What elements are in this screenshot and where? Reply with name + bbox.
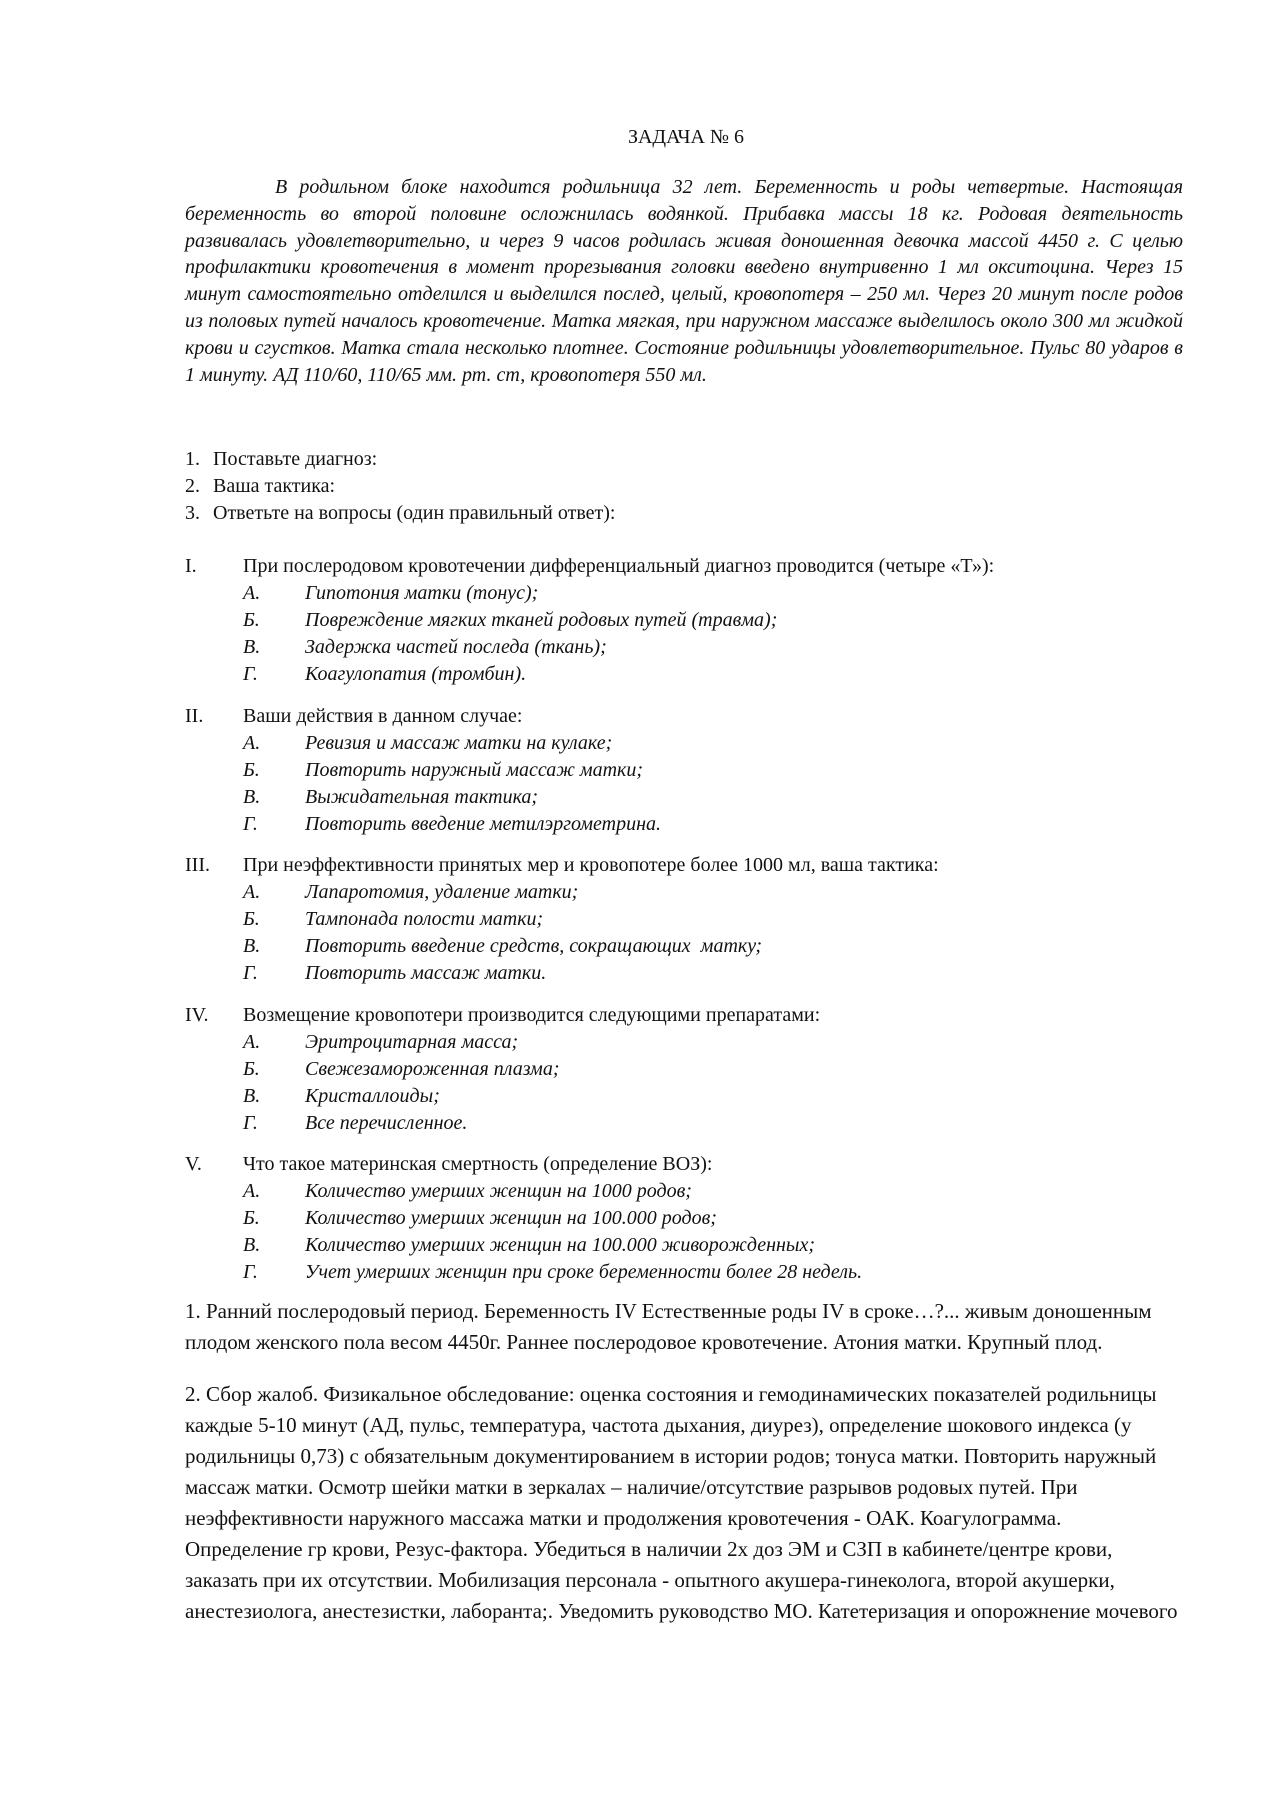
option-text: Повторить введение метилэргометрина. <box>305 812 662 835</box>
question-4 <box>185 1002 1183 1137</box>
option-text: Повреждение мягких тканей родовых путей (травма); <box>305 609 778 631</box>
option-letter: Б. <box>243 1057 260 1080</box>
option-letter: Г. <box>243 1111 258 1134</box>
task-number: 2. <box>185 475 200 497</box>
option-letter: В. <box>243 785 261 808</box>
question-text: При послеродовом кровотечении дифференциальный диагноз проводится (четыре «Т»): <box>243 555 995 577</box>
option-text: Эритроцитарная масса; <box>305 1030 519 1053</box>
option-text: Все перечисленное. <box>305 1111 468 1134</box>
question-text: Возмещение кровопотери производится следующими препаратами: <box>243 1003 821 1026</box>
question-number: V. <box>185 1153 202 1175</box>
option-letter: Б. <box>243 908 260 930</box>
task-number: 3. <box>185 502 200 524</box>
option-letter: Б. <box>243 609 260 631</box>
answer-option <box>185 1083 1183 1110</box>
question-heading <box>185 553 1183 580</box>
option-letter: В. <box>243 1234 261 1256</box>
option-text: Выжидательная тактика; <box>305 785 539 808</box>
case-description: В родильном блоке находится родильница 32 лет. Беременность и роды четвертые. Настоящая беременность во второй половине осложнилась водянкой. Прибавка массы 18 кг. Родовая деятельность развивалась удовлетворительно, и через 9 часов родилась живая доношенная девочка массой 4450 г. С целью профилактики кровотечения в момент прорезывания головки введено внутривенно 1 мл окситоцина. Через 15 минут самостоятельно отделился и выделился послед, целый, кровопотеря – 250 мл. Через 20 минут после родов из половых путей началось кровотечение. Матка мягкая, при наружном массаже выделилось около 300 мл жидкой крови и сгустков. Матка стала несколько плотнее. Состояние родильницы удовлетворительное. Пульс 80 ударов в 1 минуту. АД 110/60, 110/65 мм. рт. ст, кровопотеря 550 мл. <box>185 176 1183 386</box>
answer-option <box>185 1029 1183 1056</box>
question-text: Что такое материнская смертность (определение ВОЗ): <box>243 1153 713 1175</box>
option-letter: Г. <box>243 663 258 685</box>
option-text: Повторить наружный массаж матки; <box>305 758 644 781</box>
answer-section <box>185 1296 1183 1648</box>
answer-option <box>185 811 1183 838</box>
answer-option <box>185 906 1183 933</box>
option-text: Ревизия и массаж матки на кулаке; <box>305 731 613 754</box>
option-letter: А. <box>243 1180 261 1202</box>
option-text: Повторить массаж матки. <box>305 962 547 984</box>
option-letter: А. <box>243 582 261 604</box>
question-text: Ваши действия в данном случае: <box>243 704 523 727</box>
option-text: Повторить введение средств, сокращающих матку; <box>305 935 763 957</box>
question-number: IV. <box>185 1003 209 1026</box>
option-text: Коагулопатия (тромбин). <box>305 663 527 685</box>
task-text: Ответьте на вопросы (один правильный ответ): <box>213 502 616 524</box>
option-text: Тампонада полости матки; <box>305 908 544 930</box>
option-text: Задержка частей последа (ткань); <box>305 636 607 658</box>
question-number: II. <box>185 704 204 727</box>
answer-option <box>185 1056 1183 1083</box>
answer-option <box>185 1178 1183 1205</box>
answer-option <box>185 960 1183 987</box>
answer-option <box>185 634 1183 661</box>
question-number: III. <box>185 854 210 876</box>
answer-option <box>185 933 1183 960</box>
answer-option <box>185 607 1183 634</box>
option-letter: А. <box>243 1030 261 1053</box>
task-item <box>185 473 1183 500</box>
answer-option <box>185 784 1183 811</box>
option-letter: А. <box>243 881 261 903</box>
option-letter: Б. <box>243 758 260 781</box>
answer-option <box>185 1205 1183 1232</box>
option-letter: В. <box>243 935 261 957</box>
option-text: Свежезамороженная плазма; <box>305 1057 560 1080</box>
answer-diagnosis: 1. Ранний послеродовый период. Беременность IV Естественные роды IV в сроке…?... живым доношенным плодом женского пола весом 4450г. Раннее послеродовое кровотечение. Атония матки. Крупный плод. <box>185 1299 1152 1354</box>
question-text: При неэффективности принятых мер и кровопотере более 1000 мл, ваша тактика: <box>243 854 939 876</box>
task-text: Ваша тактика: <box>213 475 336 497</box>
option-text: Гипотония матки (тонус); <box>305 582 539 604</box>
task-number: 1. <box>185 448 200 470</box>
option-letter: Г. <box>243 962 258 984</box>
option-letter: Б. <box>243 1207 260 1229</box>
answer-tactics: 2. Сбор жалоб. Физикальное обследование: оценка состояния и гемодинамических показателей родильницы каждые 5-10 минут (АД, пульс, температура, частота дыхания, диурез), определение шокового индекса (у родильницы 0,73) с обязательным документированием в истории родов; тонуса матки. Повторить наружный массаж матки. Осмотр шейки матки в зеркалах – наличие/отсутствие разрывов родовых путей. При неэффективности наружного массажа матки и продолжения кровотечения - ОАК. Коагулограмма. Определение гр крови, Резус-фактора. Убедиться в наличии 2х доз ЭМ и СЗП в кабинете/центре крови, заказать при их отсутствии. Мобилизация персонала - опытного акушера-гинеколога, второй акушерки, анестезиолога, анестезистки, лаборанта;. Уведомить руководство МО. Катетеризация и опорожнение мочевого <box>185 1382 1178 1623</box>
answer-option <box>185 757 1183 784</box>
question-3 <box>185 852 1183 987</box>
task-title: ЗАДАЧА № 6 <box>627 126 745 148</box>
option-text: Количество умерших женщин на 100.000 живорожденных; <box>305 1234 815 1256</box>
option-text: Количество умерших женщин на 1000 родов; <box>305 1180 692 1202</box>
option-text: Количество умерших женщин на 100.000 родов; <box>305 1207 717 1229</box>
answer-option <box>185 661 1183 688</box>
question-heading <box>185 1151 1183 1178</box>
question-1 <box>185 553 1183 688</box>
task-list <box>185 446 1183 527</box>
question-heading <box>185 852 1183 879</box>
question-heading <box>185 1002 1183 1029</box>
question-5 <box>185 1151 1183 1286</box>
option-letter: Г. <box>243 812 258 835</box>
answer-option <box>185 879 1183 906</box>
option-letter: В. <box>243 636 261 658</box>
option-text: Лапаротомия, удаление матки; <box>305 881 579 903</box>
question-2 <box>185 703 1183 838</box>
option-letter: А. <box>243 731 261 754</box>
answer-option <box>185 1259 1183 1286</box>
task-text: Поставьте диагноз: <box>213 448 378 470</box>
question-list <box>185 553 1183 1301</box>
question-heading <box>185 703 1183 730</box>
option-letter: Г. <box>243 1261 258 1283</box>
answer-option <box>185 1110 1183 1137</box>
task-item <box>185 446 1183 473</box>
question-number: I. <box>185 555 197 577</box>
option-text: Кристаллоиды; <box>305 1084 440 1107</box>
answer-option <box>185 1232 1183 1259</box>
option-letter: В. <box>243 1084 261 1107</box>
option-text: Учет умерших женщин при сроке беременности более 28 недель. <box>305 1261 863 1283</box>
answer-option <box>185 580 1183 607</box>
task-item <box>185 500 1183 527</box>
answer-option <box>185 730 1183 757</box>
